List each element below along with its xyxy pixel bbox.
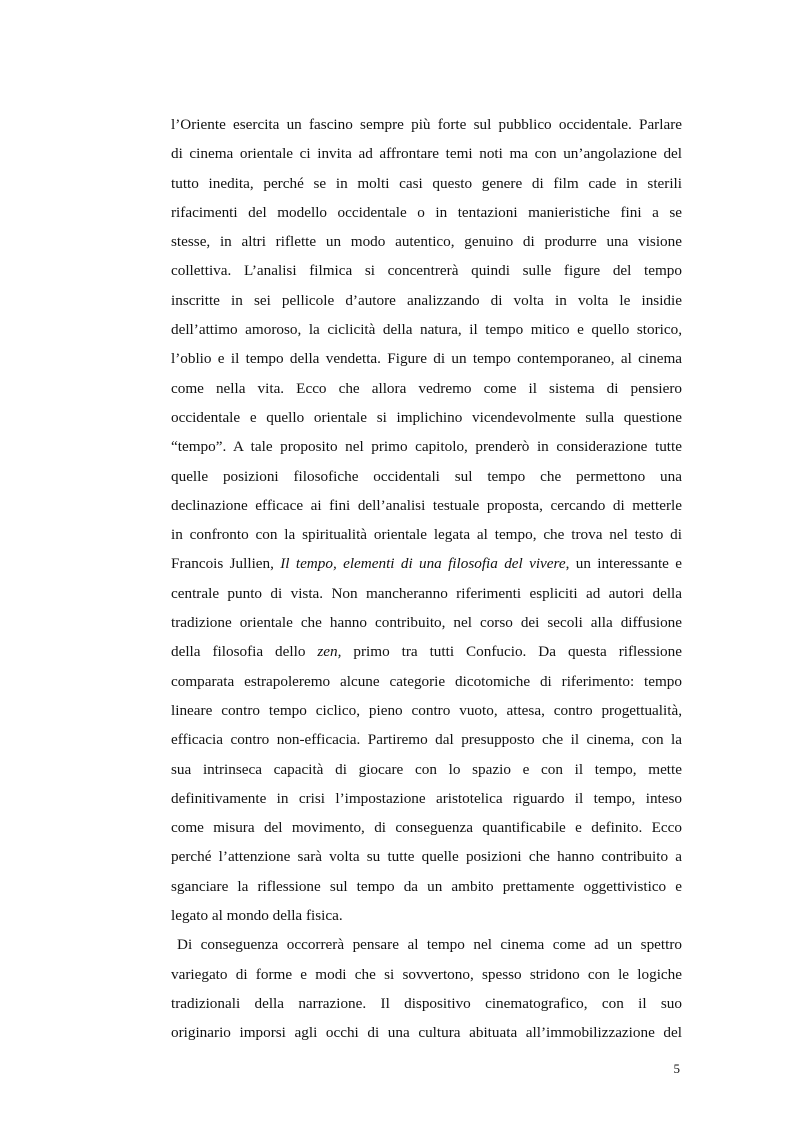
text-line [171,549,682,578]
zen-italic: zen, [317,643,342,661]
text-line: di cinema orientale ci invita ad affrontare temi noti ma con un’angolazione del [171,145,682,163]
text-line: Di conseguenza occorrerà pensare al tempo nel cinema come ad un spettro [177,936,682,954]
text-segment: primo tra tutti Confucio. Da questa riflessione [341,643,682,661]
text-line: tradizione orientale che hanno contribuito, nel corso dei secoli alla diffusione [171,614,682,632]
text-line: efficacia contro non-efficacia. Partiremo dal presupposto che il cinema, con la [171,731,682,749]
text-line: come misura del movimento, di conseguenza quantificabile e definito. Ecco [171,819,682,837]
text-line: definitivamente in crisi l’impostazione aristotelica riguardo il tempo, inteso [171,789,682,807]
text-line: come nella vita. Ecco che allora vedremo come il sistema di pensiero [171,379,682,397]
text-line [171,637,682,666]
text-line: stesse, in altri riflette un modo autentico, genuino di produrre una visione [171,233,682,251]
text-line: in confronto con la spiritualità orientale legata al tempo, che trova nel testo di [171,526,682,544]
book-title-italic: Il tempo, elementi di una filosofia del vivere [280,555,566,573]
text-line: variegato di forme e modi che si sovvertono, spesso stridono con le logiche [171,965,682,983]
text-line: “tempo”. A tale proposito nel primo capitolo, prenderò in considerazione tutte [171,438,682,456]
text-line: l’oblio e il tempo della vendetta. Figure di un tempo contemporaneo, al cinema [171,350,682,368]
text-line: occidentale e quello orientale si implichino vicendevolmente sulla questione [171,408,682,426]
text-line: l’Oriente esercita un fascino sempre più forte sul pubblico occidentale. Parlare [171,116,682,133]
text-line: lineare contro tempo ciclico, pieno contro vuoto, attesa, contro progettualità, [171,701,682,719]
page-number: 5 [673,1061,680,1076]
text-line: collettiva. L’analisi filmica si concentrerà quindi sulle figure del tempo [171,262,682,280]
text-line: rifacimenti del modello occidentale o in tentazioni manieristiche fini a se [171,203,682,221]
text-line: perché l’attenzione sarà volta su tutte quelle posizioni che hanno contribuito a [171,848,682,866]
body-text [171,110,682,1048]
text-line: declinazione efficace ai fini dell’analisi testuale proposta, cercando di metterle [171,496,682,514]
text-line: tradizionali della narrazione. Il dispositivo cinematografico, con il suo [171,994,682,1012]
text-line: comparata estrapoleremo alcune categorie dicotomiche di riferimento: tempo [171,672,682,690]
text-segment: Francois Jullien, [171,555,281,573]
text-line: inscritte in sei pellicole d’autore analizzando di volta in volta le insidie [171,291,682,309]
text-line: sua intrinseca capacità di giocare con lo spazio e con il tempo, mette [171,760,682,778]
text-line: legato al mondo della fisica. [171,907,343,925]
text-line: tutto inedita, perché se in molti casi questo genere di film cade in sterili [171,174,682,192]
text-line: centrale punto di vista. Non mancheranno riferimenti espliciti ad autori della [171,584,682,602]
text-line: originario imporsi agli occhi di una cultura abituata all’immobilizzazione del [171,1024,682,1042]
text-line: dell’attimo amoroso, la ciclicità della natura, il tempo mitico e quello storico, [171,321,682,339]
text-line: quelle posizioni filosofiche occidentali sul tempo che permettono una [171,467,682,485]
text-segment: della filosofia dello [171,643,318,661]
text-line: sganciare la riflessione sul tempo da un ambito prettamente oggettivistico e [171,877,682,895]
text-segment: , un interessante e [565,555,682,573]
